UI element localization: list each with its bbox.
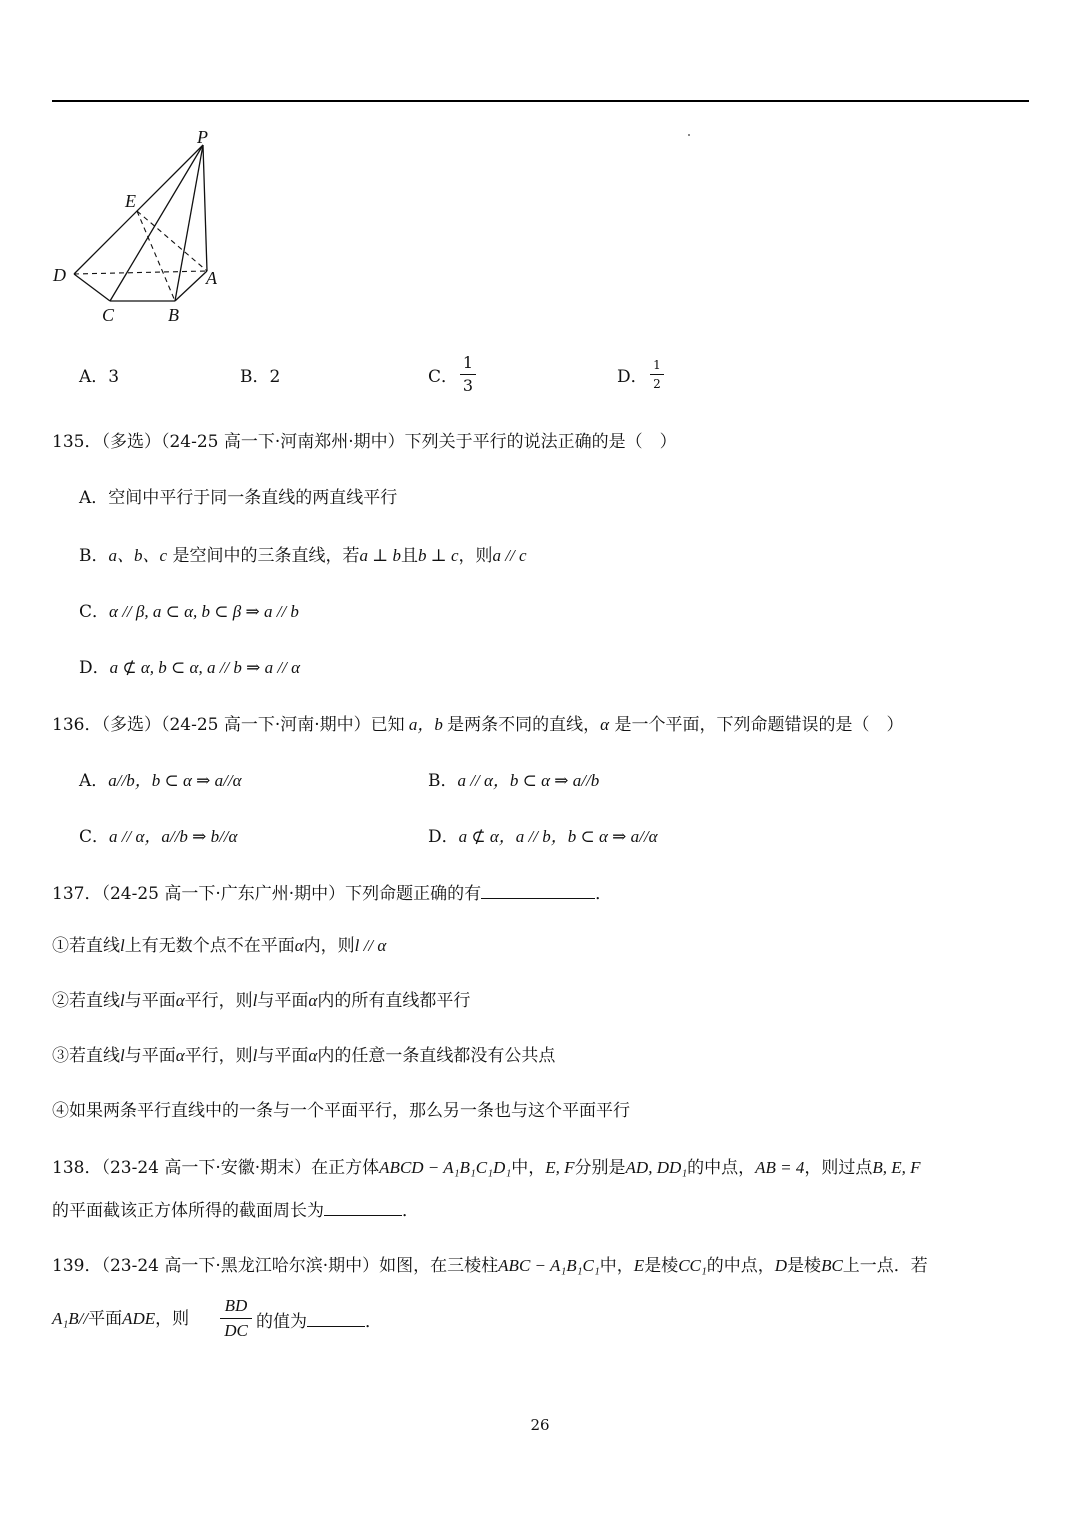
label-D: D bbox=[53, 265, 66, 285]
label-A: A bbox=[206, 268, 217, 288]
q137-stem: 137．（24-25 高一下·广东广州·期中）下列命题正确的有 ． bbox=[52, 880, 612, 905]
q137-item-2: ②若直线l与平面α平行，则l与平面α内的所有直线都平行 bbox=[52, 991, 471, 1011]
label-B: B bbox=[168, 305, 179, 325]
pyramid-figure bbox=[40, 125, 240, 330]
q137-item-4: ④如果两条平行直线中的一条与一个平面平行，那么另一条也与这个平面平行 bbox=[52, 1101, 630, 1121]
answer-blank[interactable] bbox=[307, 1308, 365, 1327]
q134-option-a: A．3 bbox=[79, 367, 120, 387]
edge-PA bbox=[203, 145, 207, 271]
q134-option-d-label: D． bbox=[617, 367, 648, 387]
q134-option-b: B．2 bbox=[240, 367, 281, 387]
q136-option-d: D．a ⊄ α，a // b，b ⊂ α ⇒ a//α bbox=[428, 827, 658, 847]
q136-stem: 136．（多选）（24-25 高一下·河南·期中）已知 a，b 是两条不同的直线，α 是一个平面，下列命题错误的是（ ） bbox=[52, 715, 904, 735]
q137-item-3: ③若直线l与平面α平行，则l与平面α内的任意一条直线都没有公共点 bbox=[52, 1046, 556, 1066]
edge-DC bbox=[74, 274, 110, 301]
edge-DA-hidden bbox=[74, 271, 207, 274]
answer-blank[interactable] bbox=[481, 880, 595, 899]
q139-stem-line2-a: A₁B//平面ADE，则 bbox=[52, 1309, 190, 1329]
q135-option-d: D．a ⊄ α, b ⊂ α, a // b ⇒ a // α bbox=[79, 658, 301, 678]
label-P: P bbox=[197, 127, 208, 147]
header-rule bbox=[52, 100, 1029, 102]
q136-option-b: B．a // α，b ⊂ α ⇒ a//b bbox=[428, 771, 600, 791]
answer-blank[interactable] bbox=[324, 1197, 402, 1216]
speck bbox=[688, 134, 690, 136]
page-number: 26 bbox=[530, 1416, 550, 1434]
q136-option-a: A．a//b，b ⊂ α ⇒ a//α bbox=[79, 771, 242, 791]
label-E: E bbox=[125, 191, 136, 211]
edge-EA-hidden bbox=[137, 211, 207, 271]
q138-stem-line1: 138．（23-24 高一下·安徽·期末）在正方体ABCD − A₁B₁C₁D₁中，E, F分别是AD, DD₁的中点，AB = 4，则过点B, E, F bbox=[52, 1158, 921, 1178]
label-C: C bbox=[102, 305, 115, 325]
q134-option-c-fraction: 1 3 bbox=[460, 354, 476, 395]
q134-option-c-label: C． bbox=[428, 367, 459, 387]
q137-item-1: ①若直线l上有无数个点不在平面α内，则l // α bbox=[52, 936, 387, 956]
q135-option-a: A．空间中平行于同一条直线的两直线平行 bbox=[79, 488, 398, 508]
q135-option-c: C．α // β, a ⊂ α, b ⊂ β ⇒ a // b bbox=[79, 602, 299, 622]
q135-stem: 135．（多选）（24-25 高一下·河南郑州·期中）下列关于平行的说法正确的是（ ） bbox=[52, 432, 677, 452]
q135-option-b: B．a、b、c 是空间中的三条直线，若a ⊥ b且b ⊥ c，则a // c bbox=[79, 546, 527, 566]
q139-stem-line2-b: 的值为 ． bbox=[256, 1308, 382, 1333]
q139-fraction: BD DC bbox=[220, 1296, 252, 1341]
q136-option-c: C．a // α，a//b ⇒ b//α bbox=[79, 827, 238, 847]
q134-option-d-fraction: 1 2 bbox=[650, 358, 664, 391]
q139-stem-line1: 139．（23-24 高一下·黑龙江哈尔滨·期中）如图，在三棱柱ABC − A₁B₁C₁中，E是棱CC₁的中点，D是棱BC上一点．若 bbox=[52, 1256, 928, 1276]
q138-stem-line2: 的平面截该正方体所得的截面周长为 ． bbox=[52, 1197, 419, 1222]
